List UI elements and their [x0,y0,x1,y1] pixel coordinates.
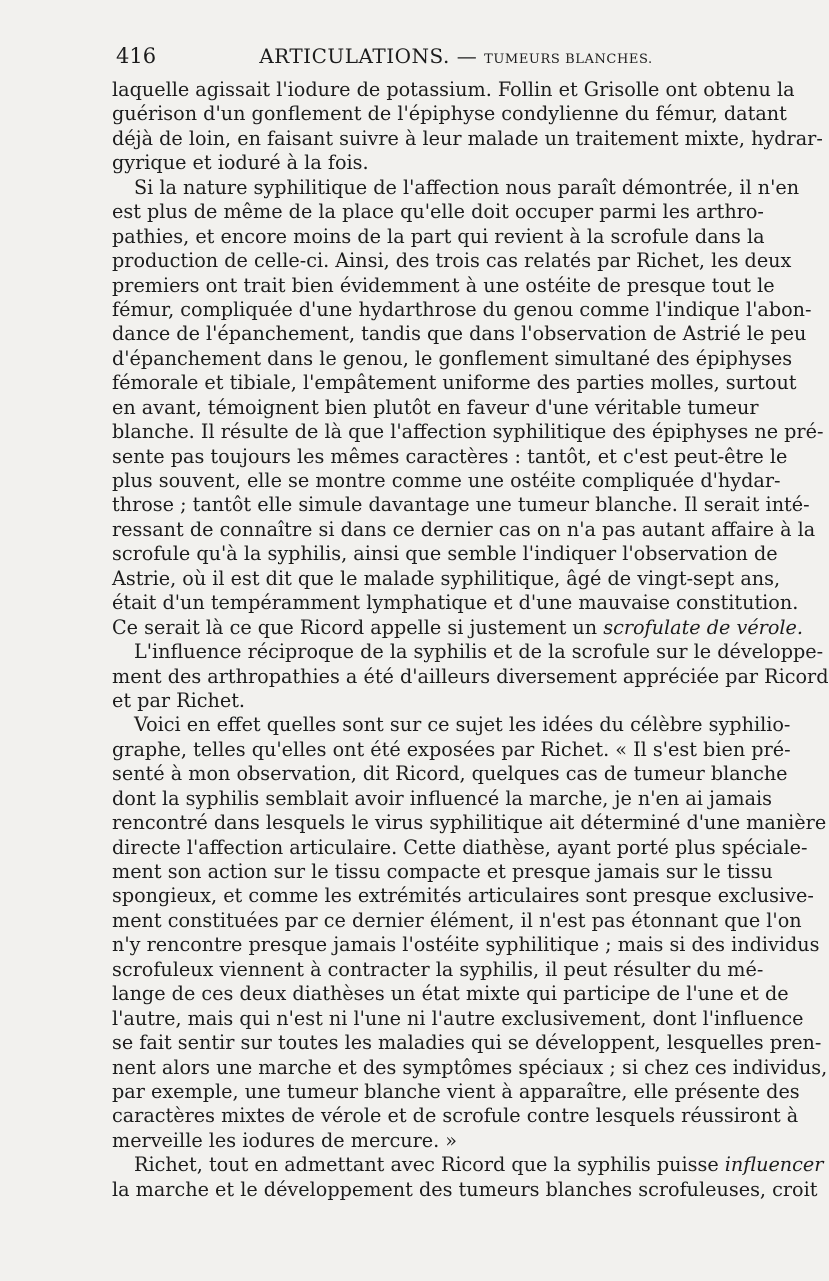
line-text: dance de l'épanchement, tandis que dans l'observation de Astrié le peu [112,322,807,346]
section-subtitle: TUMEURS BLANCHES. [484,52,653,67]
line-text: dont la syphilis semblait avoir influencé la marche, je n'en ai jamais [112,786,773,810]
text-line [112,420,824,444]
line-text: blanche. Il résulte de là que l'affection syphilitique des épiphyses ne pré- [112,420,824,444]
italic-text: scrofulate de vérole. [603,615,803,639]
line-text: par exemple, une tumeur blanche vient à apparaître, elle présente des [112,1079,800,1103]
body-text [112,78,829,1202]
text-line [112,151,756,175]
text-line [112,591,799,615]
line-text: caractères mixtes de vérole et de scrofule contre lesquels réussiront à [112,1104,799,1128]
text-line [112,786,773,811]
line-text: directe l'affection articulaire. Cette diathèse, ayant porté plus spéciale- [112,835,808,859]
line-text: graphe, telles qu'elles ont été exposées par Richet. « Il s'est bien pré- [112,737,791,761]
line-text: d'épanchement dans le genou, le gonflement simultané des épiphyses [112,346,793,370]
line-text: est plus de même de la place qu'elle doit occuper parmi les arthro- [112,200,764,224]
line-text: ment des arthropathies a été d'ailleurs diversement appréciée par Ricord [112,664,829,688]
chapter-title: ARTICULATIONS. [259,44,450,68]
line-text: merveille les iodures de mercure. » [112,1128,458,1152]
text-line [112,957,764,982]
title-dash: — [456,44,478,68]
text-line [112,493,810,517]
line-text: lange de ces deux diathèses un état mixte qui participe de l'une et de [112,982,789,1006]
text-line [112,444,788,469]
text-line [112,1153,824,1177]
line-text: déjà de loin, en faisant suivre à leur malade un traitement mixte, hydrar- [112,126,823,150]
text-line [112,835,808,860]
line-text: la marche et le développement des tumeurs blanches scrofuleuses, croit [112,1177,818,1201]
text-line [112,1031,822,1055]
line-text: guérison d'un gonflement de l'épiphyse condylienne du fémur, datant [112,102,787,126]
text-line [112,102,787,126]
line-text: fémur, compliquée d'une hydarthrose du genou comme l'indique l'abon- [112,297,812,321]
line-text: était d'un tempéramment lymphatique et d'une mauvaise constitution. [112,591,799,615]
text-line [112,1177,818,1202]
line-text: gyrique et ioduré à la fois. [112,151,369,175]
text-line [112,566,781,591]
line-text: Astrie, où il est dit que le malade syphilitique, âgé de vingt-sept ans, [112,566,781,590]
text-line [112,762,788,786]
line-text: Si la nature syphilitique de l'affection nous paraît démontrée, il n'en [134,175,800,199]
line-text: Richet, tout en admettant avec Ricord que la syphilis puisse [134,1153,725,1177]
text-line [112,982,789,1006]
line-text: Ce serait là ce que Ricord appelle si justement un [112,615,604,639]
line-text: rencontré dans lesquels le virus syphilitique ait déterminé d'une manière [112,811,827,835]
line-text: n'y rencontre presque jamais l'ostéite syphilitique ; mais si des individus [112,933,820,957]
text-line [112,1079,800,1104]
running-title [112,44,760,68]
text-line [112,640,824,664]
line-text: ressant de connaître si dans ce dernier cas on n'a pas autant affaire à la [112,517,816,541]
line-text: nent alors une marche et des symptômes spéciaux ; si chez ces individus, [112,1055,828,1079]
text-line [112,346,793,371]
line-text: laquelle agissait l'iodure de potassium. Follin et Grisolle ont obtenu la [112,78,795,101]
text-line [112,933,820,957]
text-line [112,322,807,346]
line-text: L'influence réciproque de la syphilis et de la scrofule sur le développe- [134,640,824,664]
text-line [112,78,795,102]
text-line [112,224,765,249]
line-text: sente pas toujours les mêmes caractères : tantôt, et c'est peut-être le [112,444,788,468]
text-line [112,689,756,713]
line-text: en avant, témoignent bien plutôt en faveur d'une véritable tumeur [112,395,759,419]
line-text: ment constituées par ce dernier élément, il n'est pas étonnant que l'on [112,908,802,932]
text-line [112,249,792,273]
text-line [112,1006,804,1031]
line-text: senté à mon observation, dit Ricord, quelques cas de tumeur blanche [112,762,788,786]
text-line [112,1055,828,1080]
text-line [112,175,800,200]
text-line [112,713,791,737]
line-text: l'autre, mais qui n'est ni l'une ni l'autre exclusivement, dont l'influence [112,1006,804,1030]
text-line [112,908,802,933]
line-text: production de celle-ci. Ainsi, des trois cas relatés par Richet, les deux [112,249,792,273]
text-line [112,1104,799,1128]
text-line [112,517,816,542]
text-line [112,542,778,566]
line-text: fémorale et tibiale, l'empâtement uniforme des parties molles, surtout [112,371,797,395]
line-text: scrofuleux viennent à contracter la syphilis, il peut résulter du mé- [112,957,764,981]
text-line [112,615,803,640]
line-text: spongieux, et comme les extrémités articulaires sont presque exclusive- [112,884,814,908]
text-line [112,737,791,762]
line-text: plus souvent, elle se montre comme une ostéite compliquée d'hydar- [112,469,781,492]
line-text: throse ; tantôt elle simule davantage une tumeur blanche. Il serait inté- [112,493,810,517]
text-line [112,1129,756,1153]
text-line [112,126,823,151]
running-header [112,44,760,74]
text-line [112,884,814,908]
line-text: premiers ont trait bien évidemment à une ostéite de presque tout le [112,273,775,297]
page-number: 416 [116,44,157,68]
text-line [112,200,764,224]
text-line [112,273,775,298]
line-text: Voici en effet quelles sont sur ce sujet les idées du célèbre syphilio- [134,713,791,737]
line-text: ment son action sur le tissu compacte et presque jamais sur le tissu [112,860,773,883]
italic-text: influencer [724,1153,824,1177]
line-text: et par Richet. [112,688,246,712]
text-line [112,371,797,395]
text-line [112,860,773,884]
text-line [112,395,759,420]
line-text: pathies, et encore moins de la part qui revient à la scrofule dans la [112,224,765,248]
text-line [112,811,827,835]
line-text: se fait sentir sur toutes les maladies qui se développent, lesquelles pren- [112,1031,822,1055]
text-line [112,297,812,322]
text-line [112,664,829,689]
line-text: scrofule qu'à la syphilis, ainsi que semble l'indiquer l'observation de [112,542,778,566]
text-line [112,469,781,493]
